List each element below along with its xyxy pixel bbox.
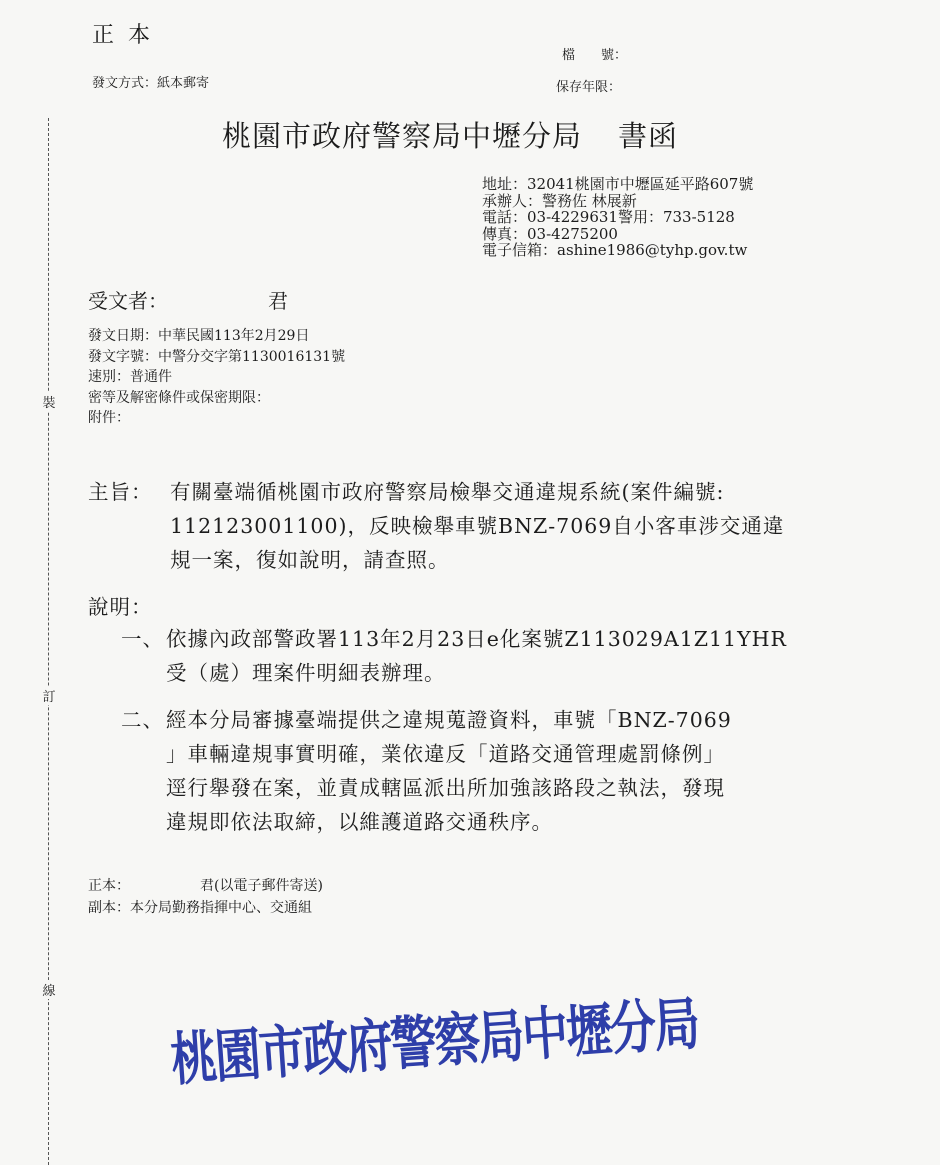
subject-line: 規一案，復如說明，請查照。 bbox=[170, 548, 450, 572]
binding-mark-xian: 線 bbox=[38, 980, 60, 999]
subject-section bbox=[88, 475, 784, 577]
address: 地址：32041桃園市中壢區延平路607號 bbox=[482, 175, 754, 193]
item-line: 違規即依法取締，以維護道路交通秩序。 bbox=[166, 810, 553, 834]
item-line: 經本分局審據臺端提供之違規蒐證資料，車號「BNZ-7069 bbox=[166, 708, 732, 732]
original-label: 正本： bbox=[88, 878, 130, 894]
explanation-item bbox=[110, 703, 732, 839]
dispatch-method: 發文方式：紙本郵寄 bbox=[92, 76, 210, 91]
handler: 承辦人：警務佐 林展新 bbox=[482, 191, 637, 210]
document-meta bbox=[88, 326, 345, 429]
original-recipient bbox=[88, 875, 323, 897]
distribution-list bbox=[88, 875, 323, 919]
binding-line bbox=[48, 118, 49, 1165]
item-line: 受（處）理案件明細表辦理。 bbox=[166, 661, 446, 685]
security-level: 密等及解密條件或保密期限： bbox=[88, 389, 270, 406]
file-number-label: 檔 號： bbox=[562, 48, 628, 63]
binding-mark-ding: 訂 bbox=[38, 686, 60, 705]
fax: 傳真：03-4275200 bbox=[482, 224, 618, 243]
recipient-label: 受文者： bbox=[88, 289, 168, 313]
document-type: 書函 bbox=[618, 119, 679, 153]
item-line: 逕行舉發在案，並責成轄區派出所加強該路段之執法，發現 bbox=[166, 776, 725, 800]
document-title bbox=[222, 114, 678, 155]
speed-category: 速別：普通件 bbox=[88, 369, 172, 385]
explanation-item bbox=[110, 622, 787, 690]
copy-type: 正本 bbox=[92, 23, 165, 48]
document-number: 發文字號：中警分交字第1130016131號 bbox=[88, 348, 346, 365]
dispatch-date: 發文日期：中華民國113年2月29日 bbox=[88, 328, 310, 344]
carbon-copy: 副本：本分局勤務指揮中心、交通組 bbox=[88, 900, 312, 916]
agency-name: 桃園市政府警察局中壢分局 bbox=[222, 119, 583, 153]
recipient bbox=[88, 285, 288, 314]
item-line: 」車輛違規事實明確，業依違反「道路交通管理處罰條例」 bbox=[166, 742, 725, 766]
phone: 電話：03-4229631警用：733-5128 bbox=[482, 208, 735, 226]
email: 電子信箱：ashine1986@tyhp.gov.tw bbox=[482, 241, 748, 259]
item-number: 一、 bbox=[121, 627, 164, 651]
item-number: 二、 bbox=[121, 708, 164, 732]
agency-stamp: 桃園市政府警察局中壢分局 bbox=[168, 989, 701, 1094]
explanation-label: 說明： bbox=[88, 595, 153, 619]
item-line: 依據內政部警政署113年2月23日e化案號Z113029A1Z11YHR bbox=[166, 627, 787, 651]
retention-period-label: 保存年限： bbox=[556, 80, 622, 95]
binding-mark-zhuang: 裝 bbox=[38, 392, 60, 411]
original-suffix: 君(以電子郵件寄送) bbox=[200, 878, 323, 894]
contact-block bbox=[482, 176, 753, 259]
subject-line: 112123001100)，反映檢舉車號BNZ-7069自小客車涉交通違 bbox=[170, 514, 785, 538]
recipient-suffix: 君 bbox=[268, 289, 288, 313]
attachment: 附件： bbox=[88, 410, 130, 426]
subject-line: 有關臺端循桃園市政府警察局檢舉交通違規系統(案件編號: bbox=[170, 480, 725, 504]
subject-label: 主旨： bbox=[88, 480, 153, 504]
